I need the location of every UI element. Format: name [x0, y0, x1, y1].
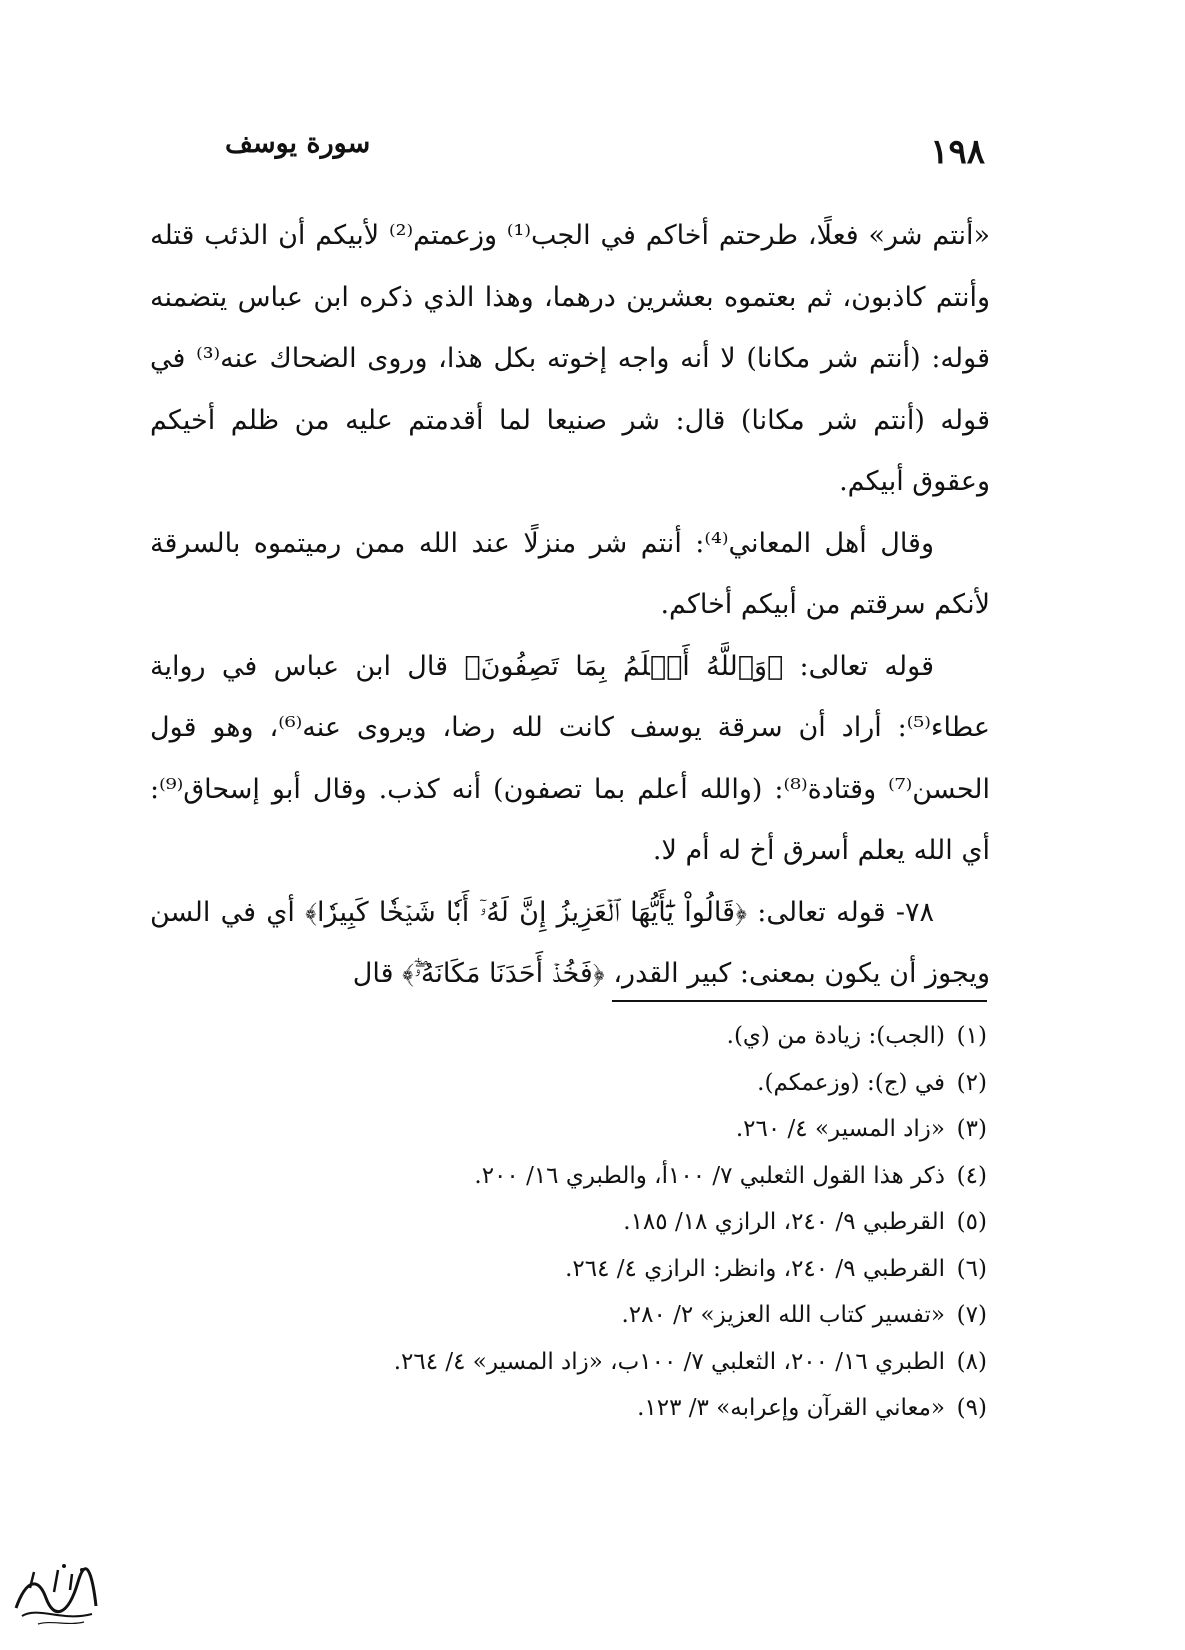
main-text — [150, 205, 990, 1005]
footnote-number: (٣) — [956, 1116, 987, 1142]
page-number: ١٩٨ — [930, 132, 985, 172]
footnote — [230, 1339, 987, 1386]
publisher-logo — [8, 1558, 103, 1630]
paragraph: ٧٨- قوله تعالى: ﴿قَالُواْ يَٰٓأَيُّهَا ٱلۡعَزِيزُ إِنَّ لَهُۥٓ أَبٗا شَيۡخٗا كَبِيرٗا﴾ أي في السن ويجوز أن يكون بمعنى: كبير القدر، ﴿فَخُذۡ أَحَدَنَا مَكَانَهُۥٓۖ﴾ قال — [150, 896, 990, 989]
footnote — [230, 1246, 987, 1293]
footnote — [230, 1199, 987, 1246]
paragraph: وقال أهل المعاني⁽⁴⁾: أنتم شر منزلًا عند الله ممن رميتموه بالسرقة لأنكم سرقتم من أبيكم أخاكم. — [150, 527, 990, 620]
footnote-text: القرطبي ٩/ ٢٤٠، وانظر: الرازي ٤/ ٢٦٤. — [565, 1255, 945, 1282]
footnote — [230, 1385, 987, 1432]
footnote-divider — [612, 1000, 987, 1002]
footnote — [230, 1153, 987, 1200]
footnote-text: «تفسير كتاب الله العزيز» ٢/ ٢٨٠. — [621, 1302, 945, 1328]
footnote-number: (١) — [956, 1023, 987, 1049]
paragraph: «أنتم شر» فعلًا، طرحتم أخاكم في الجب⁽¹⁾ وزعمتم⁽²⁾ لأبيكم أن الذئب قتله وأنتم كاذبون، ثم بعتموه بعشرين درهما، وهذا الذي ذكره ابن عباس يتضمنه قوله: (أنتم شر مكانا) لا أنه واجه إخوته بكل هذا، وروى الضحاك عنه⁽³⁾ في قوله (أنتم شر مكانا) قال: شر صنيعا لما أقدمتم عليه من ظلم أخيكم وعقوق أبيكم. — [150, 220, 991, 497]
footnote — [230, 1013, 987, 1060]
footnote — [230, 1060, 987, 1107]
footnote — [230, 1292, 987, 1339]
page-header — [225, 128, 985, 178]
footnote-text: القرطبي ٩/ ٢٤٠، الرازي ١٨/ ١٨٥. — [623, 1209, 945, 1235]
footnote-text: «زاد المسير» ٤/ ٢٦٠. — [735, 1116, 945, 1142]
footnote-text: ذكر هذا القول الثعلبي ٧/ ١٠٠أ، والطبري ١٦/ ٢٠٠. — [474, 1162, 945, 1189]
footnote-text: الطبري ١٦/ ٢٠٠، الثعلبي ٧/ ١٠٠ب، «زاد المسير» ٤/ ٢٦٤. — [393, 1348, 945, 1375]
footnote-number: (٢) — [956, 1069, 987, 1096]
footnote-number: (٧) — [956, 1302, 987, 1328]
footnote — [230, 1106, 987, 1153]
footnotes — [230, 1013, 987, 1432]
paragraph: قوله تعالى: ﴿وَٱللَّهُ أَعۡلَمُ بِمَا تَصِفُونَ﴾ قال ابن عباس في رواية عطاء⁽⁵⁾: أراد أن سرقة يوسف كانت لله رضا، ويروى عنه⁽⁶⁾، وهو قول الحسن⁽⁷⁾ وقتادة⁽⁸⁾: (والله أعلم بما تصفون) أنه كذب. وقال أبو إسحاق⁽⁹⁾: أي الله يعلم أسرق أخ له أم لا. — [150, 650, 990, 866]
footnote-text: (الجب): زيادة من (ي). — [726, 1023, 945, 1049]
running-title: سورة يوسف — [225, 128, 371, 159]
footnote-number: (٦) — [956, 1255, 987, 1282]
footnote-text: «معاني القرآن وإعرابه» ٣/ ١٢٣. — [637, 1395, 945, 1421]
footnote-number: (٩) — [956, 1395, 987, 1421]
footnote-number: (٤) — [956, 1162, 987, 1189]
footnote-text: في (ج): (وزعمكم). — [757, 1069, 945, 1096]
footnote-number: (٨) — [956, 1348, 987, 1375]
footnote-number: (٥) — [956, 1209, 987, 1235]
